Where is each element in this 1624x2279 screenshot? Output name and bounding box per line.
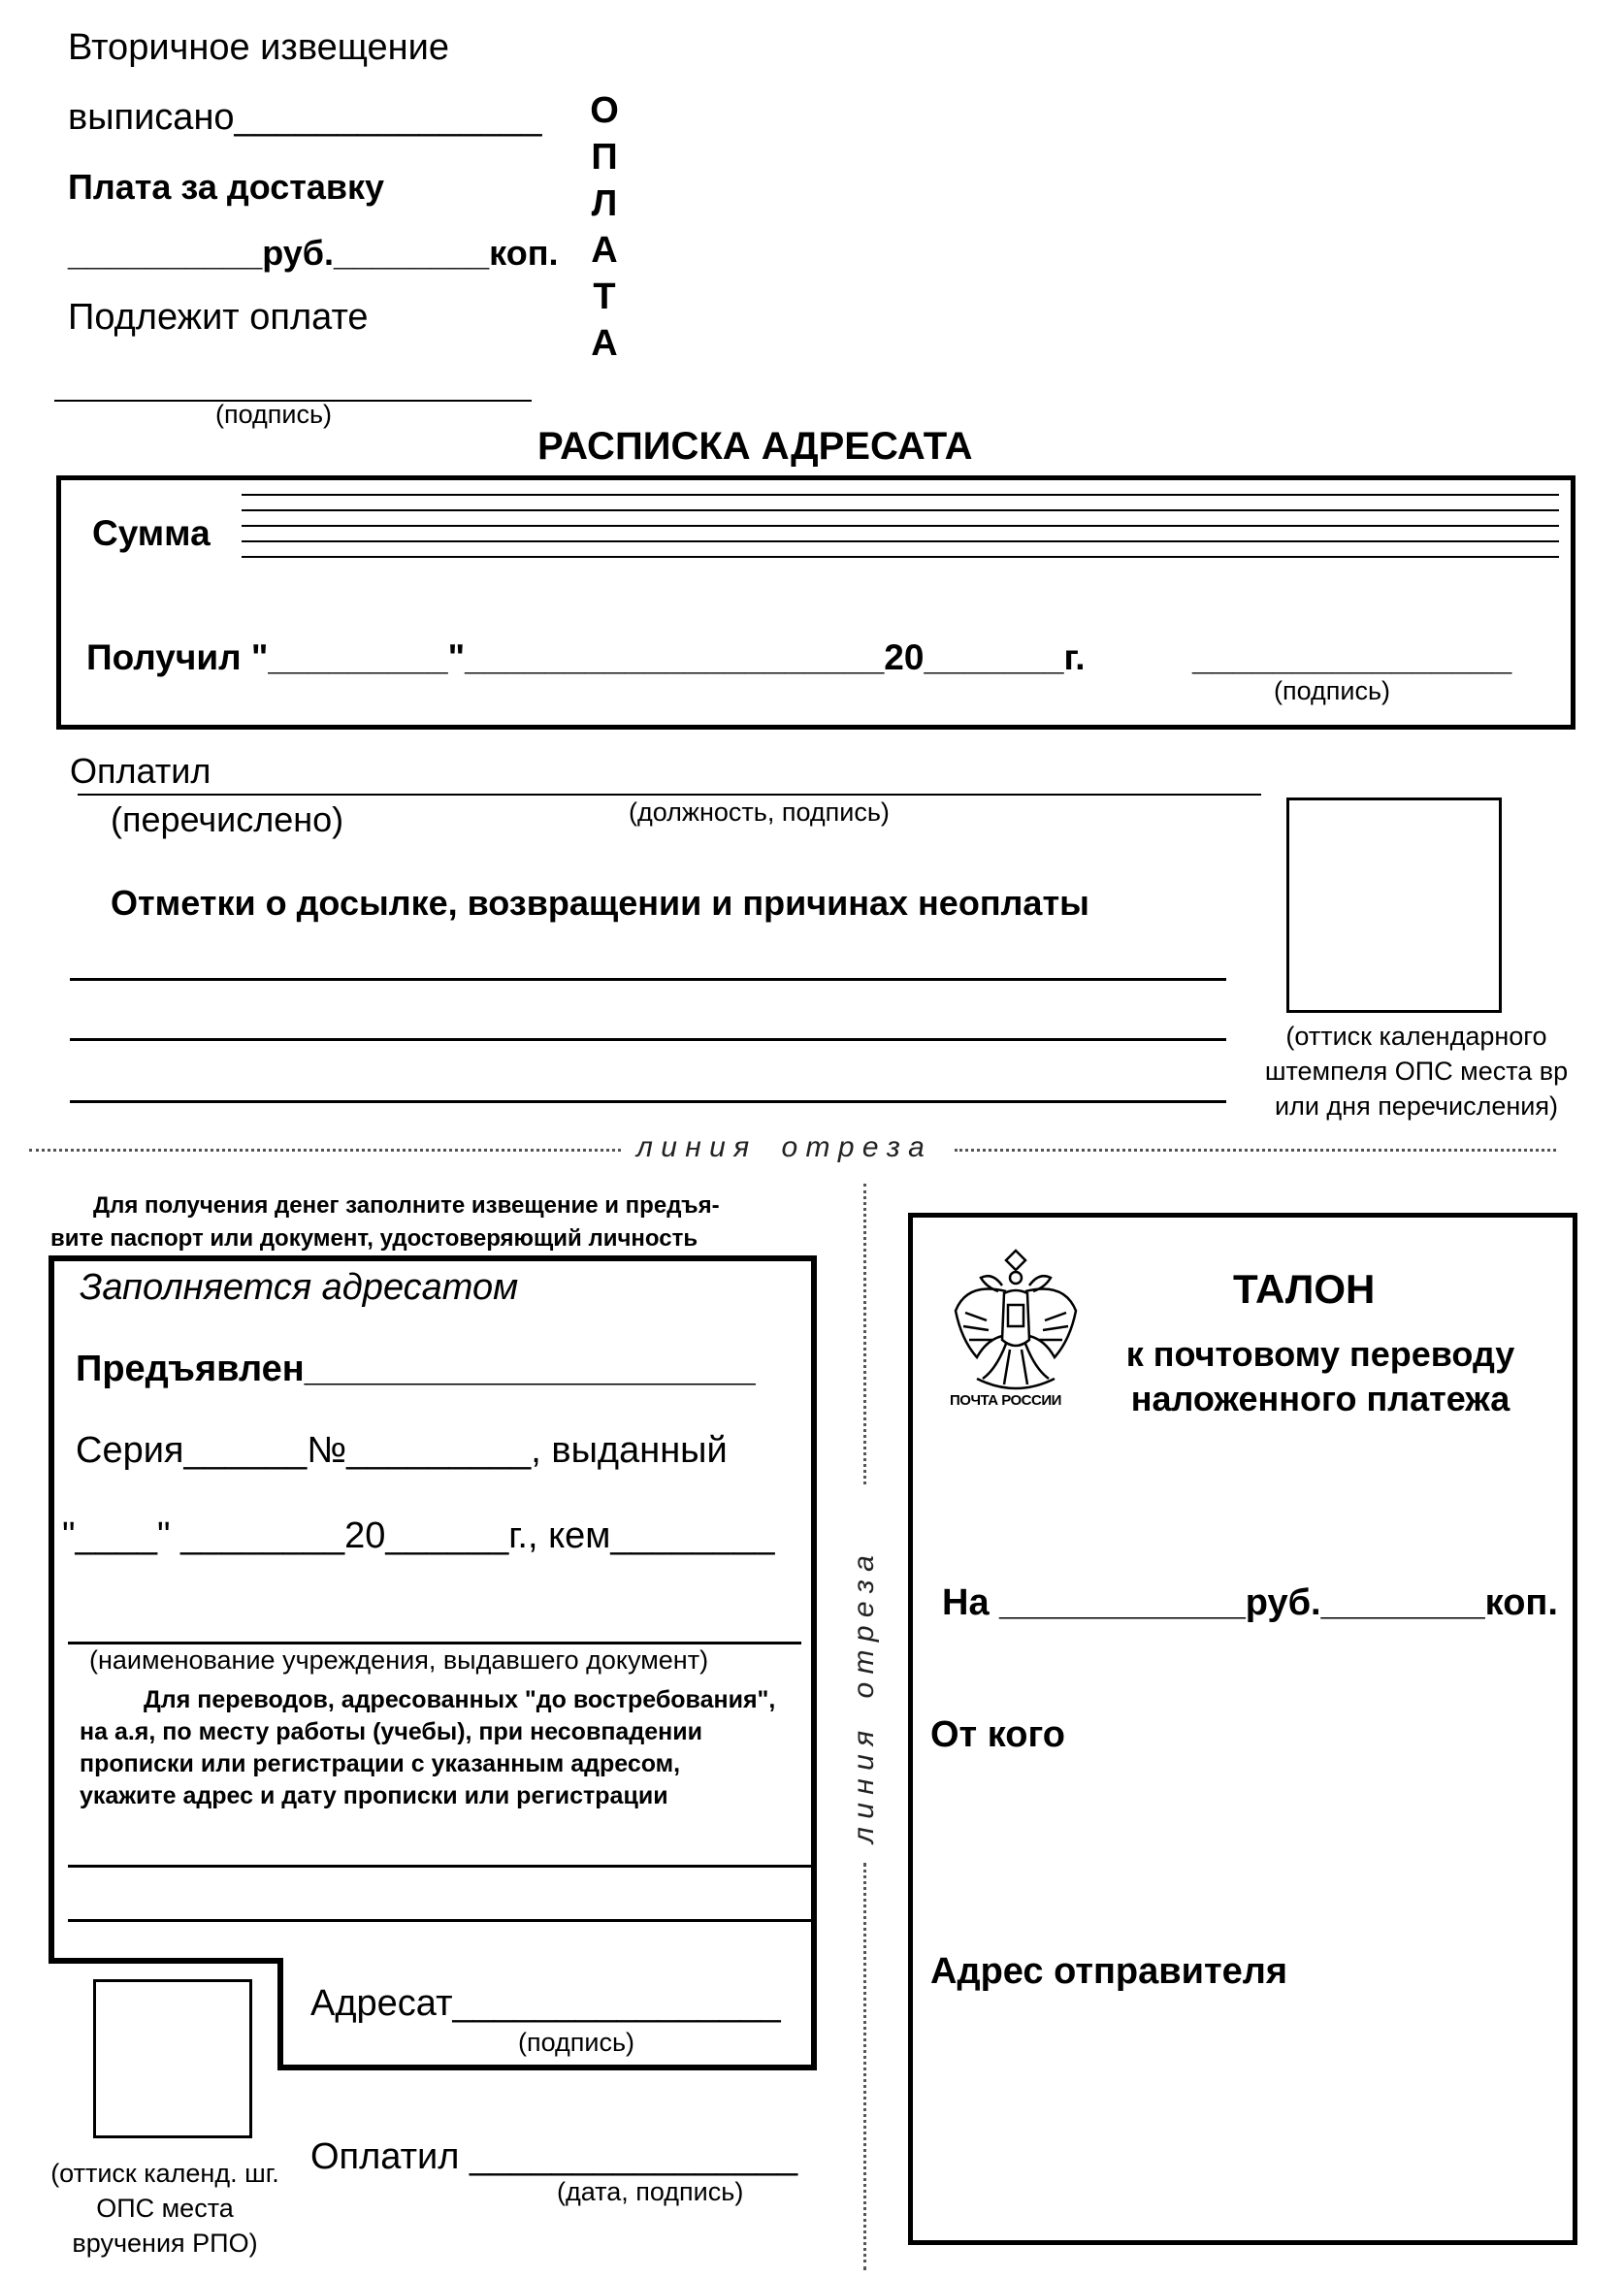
paid-date-caption: (дата, подпись) — [557, 2177, 744, 2206]
calendar-stamp-caption — [1251, 1019, 1581, 1123]
payment-letter: П — [591, 137, 618, 178]
form-border-step — [49, 1958, 283, 1964]
subtitle-line: наложенного платежа — [1130, 1379, 1510, 1418]
payment-letter: Т — [593, 277, 616, 317]
payable-label: Подлежит оплате — [68, 297, 369, 338]
delivery-stamp-box — [93, 1979, 252, 2138]
stamp-caption-line: штемпеля ОПС места вр — [1264, 1057, 1569, 1086]
sender-address-label: Адрес отправителя — [930, 1951, 1288, 1992]
from-label: От кого — [930, 1714, 1065, 1755]
form-border-bottom — [277, 2065, 817, 2070]
marks-line — [70, 1038, 1226, 1041]
stamp-caption-line: (оттиск календарного — [1285, 1022, 1547, 1051]
coupon-box — [908, 1213, 1577, 2245]
sum-line — [242, 494, 1559, 496]
transferred-label: (перечислено) — [111, 799, 344, 839]
marks-line — [70, 978, 1226, 981]
delivery-fee-label: Плата за доставку — [68, 167, 385, 207]
receipt-signature-caption: (подпись) — [1274, 676, 1391, 705]
form-border-step-vertical — [277, 1958, 283, 2070]
cut-line-left — [29, 1149, 621, 1152]
addressee-signature-caption: (подпись) — [518, 2028, 635, 2057]
signature-caption: (подпись) — [215, 400, 333, 429]
stamp-caption-line: или дня перечисления) — [1274, 1091, 1558, 1121]
receipt-title: РАСПИСКА АДРЕСАТА — [537, 425, 973, 468]
instruction-line: Для получения денег заполните извещение и предъя- — [93, 1192, 720, 1219]
eagle-emblem-icon — [948, 1243, 1084, 1417]
coupon-subtitle — [1107, 1332, 1534, 1421]
institution-caption: (наименование учреждения, выдавшего документ) — [89, 1645, 709, 1675]
crown-shape — [1006, 1251, 1025, 1270]
stamp-caption-line: (оттиск календ. шг. — [50, 2159, 279, 2188]
paid-date-field[interactable]: Оплатил ________________ — [310, 2136, 798, 2177]
payment-vertical-text — [588, 87, 621, 367]
payment-letter: О — [590, 90, 619, 131]
secondary-notice-label: Вторичное извещение — [68, 27, 450, 68]
sum-line — [242, 509, 1559, 511]
calendar-stamp-box — [1286, 798, 1502, 1013]
note-line: на а.я, по месту работы (учебы), при несовпадении — [80, 1718, 702, 1745]
delivery-fee-amount: __________руб.________коп. — [68, 233, 559, 273]
delivery-stamp-caption — [19, 2156, 310, 2261]
stamp-caption-line: ОПС места — [96, 2194, 234, 2223]
note-line: Для переводов, адресованных "до востребования", — [144, 1686, 776, 1713]
amount-field[interactable]: На ____________руб.________коп. — [942, 1582, 1558, 1623]
instruction-text — [50, 1189, 720, 1255]
cut-line-label: л и н и я о т р е з а — [636, 1131, 925, 1163]
vertical-cut-line-label: л и н и я о т р е з а — [848, 1555, 880, 1843]
stamp-caption-line: вручения РПО) — [72, 2229, 258, 2258]
receipt-signature-line: ________________ — [1192, 637, 1512, 677]
instruction-line: вите паспорт или документ, удостоверяющий личность — [50, 1225, 698, 1252]
paid-line — [78, 794, 1261, 796]
vertical-cut-line-top — [863, 1184, 866, 1484]
date-field[interactable]: "____" ________20______г., кем________ — [62, 1515, 775, 1556]
sum-label: Сумма — [92, 513, 211, 553]
sum-line — [242, 540, 1559, 542]
payment-letter: Л — [591, 183, 618, 224]
form-border-left — [49, 1255, 54, 1964]
form-border-top — [49, 1255, 817, 1261]
received-line: Получил "_________"_____________________20_______г. — [86, 637, 1086, 677]
address-line[interactable] — [68, 1865, 811, 1868]
position-caption: (должность, подпись) — [629, 798, 890, 827]
issued-label: выписано_______________ — [68, 97, 542, 138]
filled-by-label: Заполняется адресатом — [80, 1267, 519, 1308]
institution-line[interactable] — [68, 1642, 801, 1644]
series-field[interactable]: Серия______№_________, выданный — [76, 1430, 728, 1471]
marks-line — [70, 1100, 1226, 1103]
marks-title: Отметки о досылке, возвращении и причинах неоплаты — [111, 883, 1089, 923]
sum-line — [242, 525, 1559, 527]
sum-line — [242, 556, 1559, 558]
note-text — [80, 1684, 775, 1812]
subtitle-line: к почтовому переводу — [1125, 1334, 1515, 1374]
note-line: прописки или регистрации с указанным адресом, — [80, 1750, 681, 1777]
note-line: укажите адрес и дату прописки или регистрации — [80, 1782, 668, 1809]
coupon-title: ТАЛОН — [1233, 1266, 1376, 1312]
vertical-cut-line-bottom — [863, 1863, 866, 2270]
cut-line-right — [955, 1149, 1556, 1152]
payment-letter: А — [591, 230, 618, 271]
presented-field[interactable]: Предъявлен______________________ — [76, 1349, 756, 1389]
payment-letter: А — [591, 323, 618, 364]
paid-label: Оплатил — [70, 751, 211, 791]
form-border-right — [811, 1255, 817, 2070]
addressee-signature-field[interactable]: Адресат________________ — [310, 1983, 781, 2024]
receipt-box — [56, 475, 1575, 730]
logo-text: ПОЧТА РОССИИ — [950, 1392, 1061, 1409]
address-line[interactable] — [68, 1919, 811, 1922]
